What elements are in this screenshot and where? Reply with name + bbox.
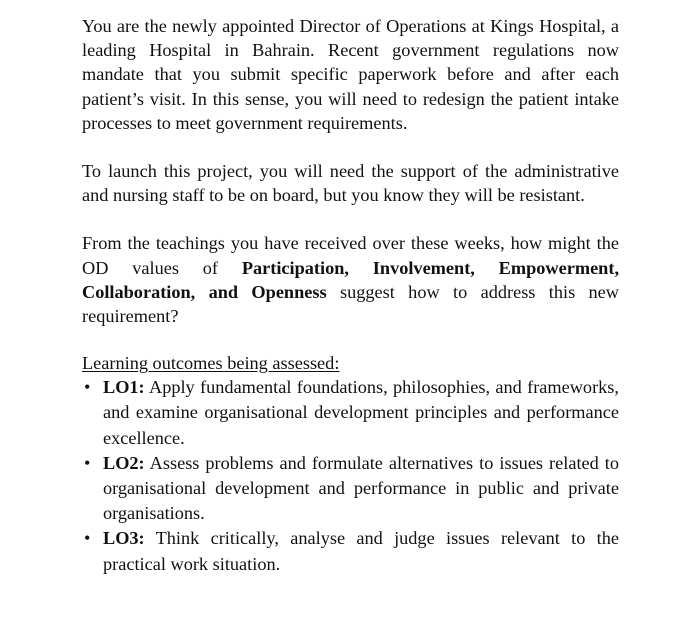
learning-outcome-code: LO2: (103, 452, 145, 473)
od-values-bold: Participation, Involvement, Empowerment, Collaboration, and Openness (82, 257, 620, 302)
learning-outcome-item (82, 451, 619, 527)
scenario-paragraph: You are the newly appointed Director of Operations at Kings Hospital, a leading Hospital in Bahrain. Recent government regulations now mandate that you submit specific paperwork before and after each patient’s visit. In this sense, you will need to redesign the patient intake processes to meet government requirements. (82, 16, 619, 133)
question-text-after: suggest how to address this new requirement? (82, 281, 620, 327)
learning-outcomes-heading: Learning outcomes being assessed: (82, 353, 340, 374)
learning-outcome-text: Think critically, analyse and judge issues relevant to the practical work situation. (103, 528, 619, 574)
assignment-document (82, 14, 619, 577)
bullet-icon: • (84, 377, 91, 398)
learning-outcome-item (82, 375, 619, 451)
bullet-icon: • (84, 528, 91, 549)
learning-outcomes-list (82, 375, 619, 577)
bullet-icon: • (84, 452, 91, 473)
learning-outcome-code: LO3: (103, 528, 145, 549)
question-text-before: From the teachings you have received over these weeks, how might the OD values of (82, 233, 619, 278)
learning-outcome-text: Assess problems and formulate alternatives to issues related to organisational development and performance in public and private organisations. (103, 452, 619, 524)
learning-outcome-text: Apply fundamental foundations, philosophies, and frameworks, and examine organisational development principles and performance excellence. (103, 377, 619, 448)
learning-outcome-item (82, 526, 619, 576)
question-paragraph (82, 231, 619, 328)
resistance-paragraph: To launch this project, you will need the support of the administrative and nursing staff to be on board, but you know they will be resistant. (82, 161, 619, 206)
learning-outcome-code: LO1: (103, 377, 145, 398)
